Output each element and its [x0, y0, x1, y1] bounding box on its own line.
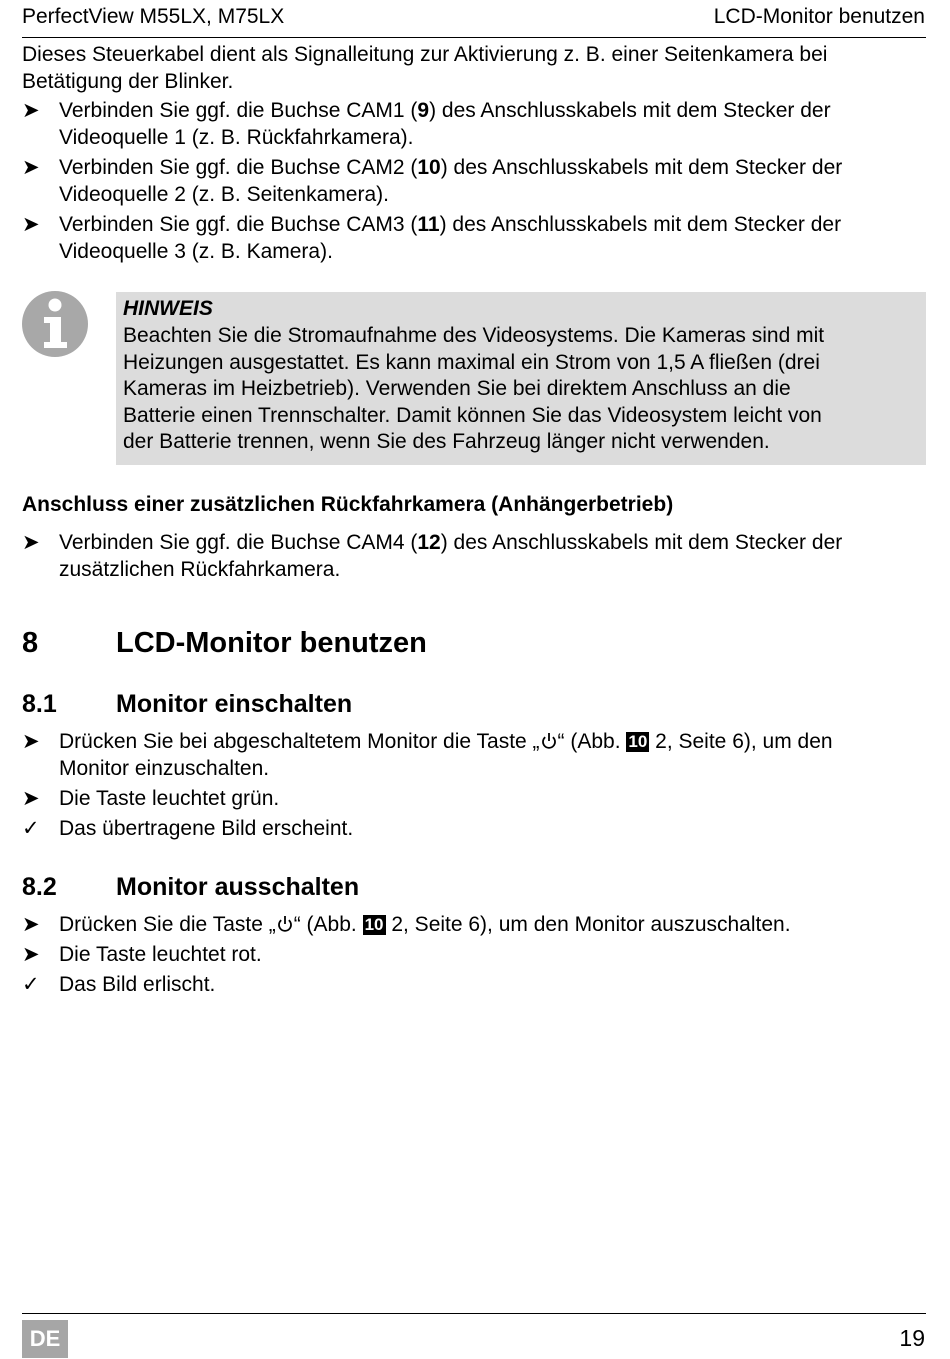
note-line: Beachten Sie die Stromaufnahme des Videosystems. Die Kameras sind mit [123, 324, 825, 347]
step-arrow-icon: ➤ [22, 730, 40, 753]
checkmark-icon: ✓ [22, 817, 40, 840]
step-text: Monitor einzuschalten. [59, 756, 270, 780]
step-text: Videoquelle 2 (z. B. Seitenkamera). [59, 182, 389, 206]
result-text: Das übertragene Bild erscheint. [59, 817, 354, 840]
step-text: Verbinden Sie ggf. die Buchse CAM1 ( [59, 99, 418, 122]
step-text: Videoquelle 1 (z. B. Rückfahrkamera). [59, 125, 414, 149]
step-arrow-icon: ➤ [22, 156, 40, 179]
note-title: HINWEIS [123, 297, 213, 320]
item-number: 11 [417, 213, 440, 236]
step-text: Verbinden Sie ggf. die Buchse CAM2 ( [59, 156, 418, 179]
note-line: Kameras im Heizbetrieb). Verwenden Sie bei direktem Anschluss an die [123, 377, 791, 400]
figure-reference: 10 [364, 915, 384, 934]
power-icon [276, 914, 294, 934]
step-text: Drücken Sie die Taste „ [59, 913, 276, 936]
header-chapter: LCD-Monitor benutzen [713, 5, 925, 28]
step-arrow-icon: ➤ [22, 99, 40, 122]
intro-line: Dieses Steuerkabel dient als Signalleitung zur Aktivierung z. B. einer Seitenkamera bei [22, 43, 828, 66]
checkmark-icon: ✓ [22, 973, 40, 996]
header-rule [22, 37, 926, 38]
page-number: 19 [899, 1325, 925, 1351]
step-arrow-icon: ➤ [22, 213, 40, 236]
step-text: ) des Anschlusskabels mit dem Stecker der [439, 213, 842, 236]
step-text: Verbinden Sie ggf. die Buchse CAM4 ( [59, 531, 418, 554]
step-text: Die Taste leuchtet rot. [59, 943, 262, 966]
step-text: ) des Anschlusskabels mit dem Stecker der [440, 156, 843, 179]
step-text: zusätzlichen Rückfahrkamera. [59, 557, 341, 581]
note-line: der Batterie trennen, wenn Sie des Fahrzeug länger nicht verwenden. [123, 430, 770, 453]
step-text: ) des Anschlusskabels mit dem Stecker der [440, 531, 843, 554]
step-text: Verbinden Sie ggf. die Buchse CAM3 ( [59, 213, 418, 236]
step-text: Die Taste leuchtet grün. [59, 787, 280, 810]
step-text: 2, Seite 6), um den [649, 730, 833, 753]
figure-reference: 10 [628, 732, 648, 751]
language-badge: DE [22, 1320, 68, 1358]
info-icon [22, 291, 88, 357]
power-icon [540, 731, 558, 751]
item-number: 12 [417, 531, 441, 554]
section-number: 8.2 [22, 873, 57, 901]
step-text: Videoquelle 3 (z. B. Kamera). [59, 239, 333, 263]
step-arrow-icon: ➤ [22, 943, 40, 966]
section-title: Monitor einschalten [116, 690, 353, 718]
footer-rule [22, 1313, 926, 1314]
note-line: Heizungen ausgestattet. Es kann maximal ein Strom von 1,5 A fließen (drei [123, 350, 820, 374]
step-text: 2, Seite 6), um den Monitor auszuschalten. [385, 913, 791, 936]
intro-line: Betätigung der Blinker. [22, 69, 234, 93]
section-number: 8.1 [22, 690, 57, 718]
section-title: Monitor ausschalten [116, 873, 360, 901]
step-arrow-icon: ➤ [22, 531, 40, 554]
chapter-number: 8 [22, 627, 39, 659]
step-arrow-icon: ➤ [22, 787, 40, 810]
step-text: “ (Abb. [557, 730, 627, 753]
result-text: Das Bild erlischt. [59, 973, 216, 996]
trailer-heading: Anschluss einer zusätzlichen Rückfahrkamera (Anhängerbetrieb) [22, 493, 674, 516]
item-number: 9 [417, 99, 430, 122]
chapter-title: LCD-Monitor benutzen [116, 627, 427, 659]
header-title: PerfectView M55LX, M75LX [22, 5, 285, 28]
item-number: 10 [417, 156, 441, 179]
step-text: “ (Abb. [293, 913, 363, 936]
step-text: Drücken Sie bei abgeschaltetem Monitor die Taste „ [59, 730, 540, 753]
note-text [123, 323, 824, 456]
note-line: Batterie einen Trennschalter. Damit können Sie das Videosystem leicht von [123, 403, 822, 427]
step-text: ) des Anschlusskabels mit dem Stecker der [429, 99, 831, 122]
intro-paragraph [22, 42, 827, 95]
step-arrow-icon: ➤ [22, 913, 40, 936]
